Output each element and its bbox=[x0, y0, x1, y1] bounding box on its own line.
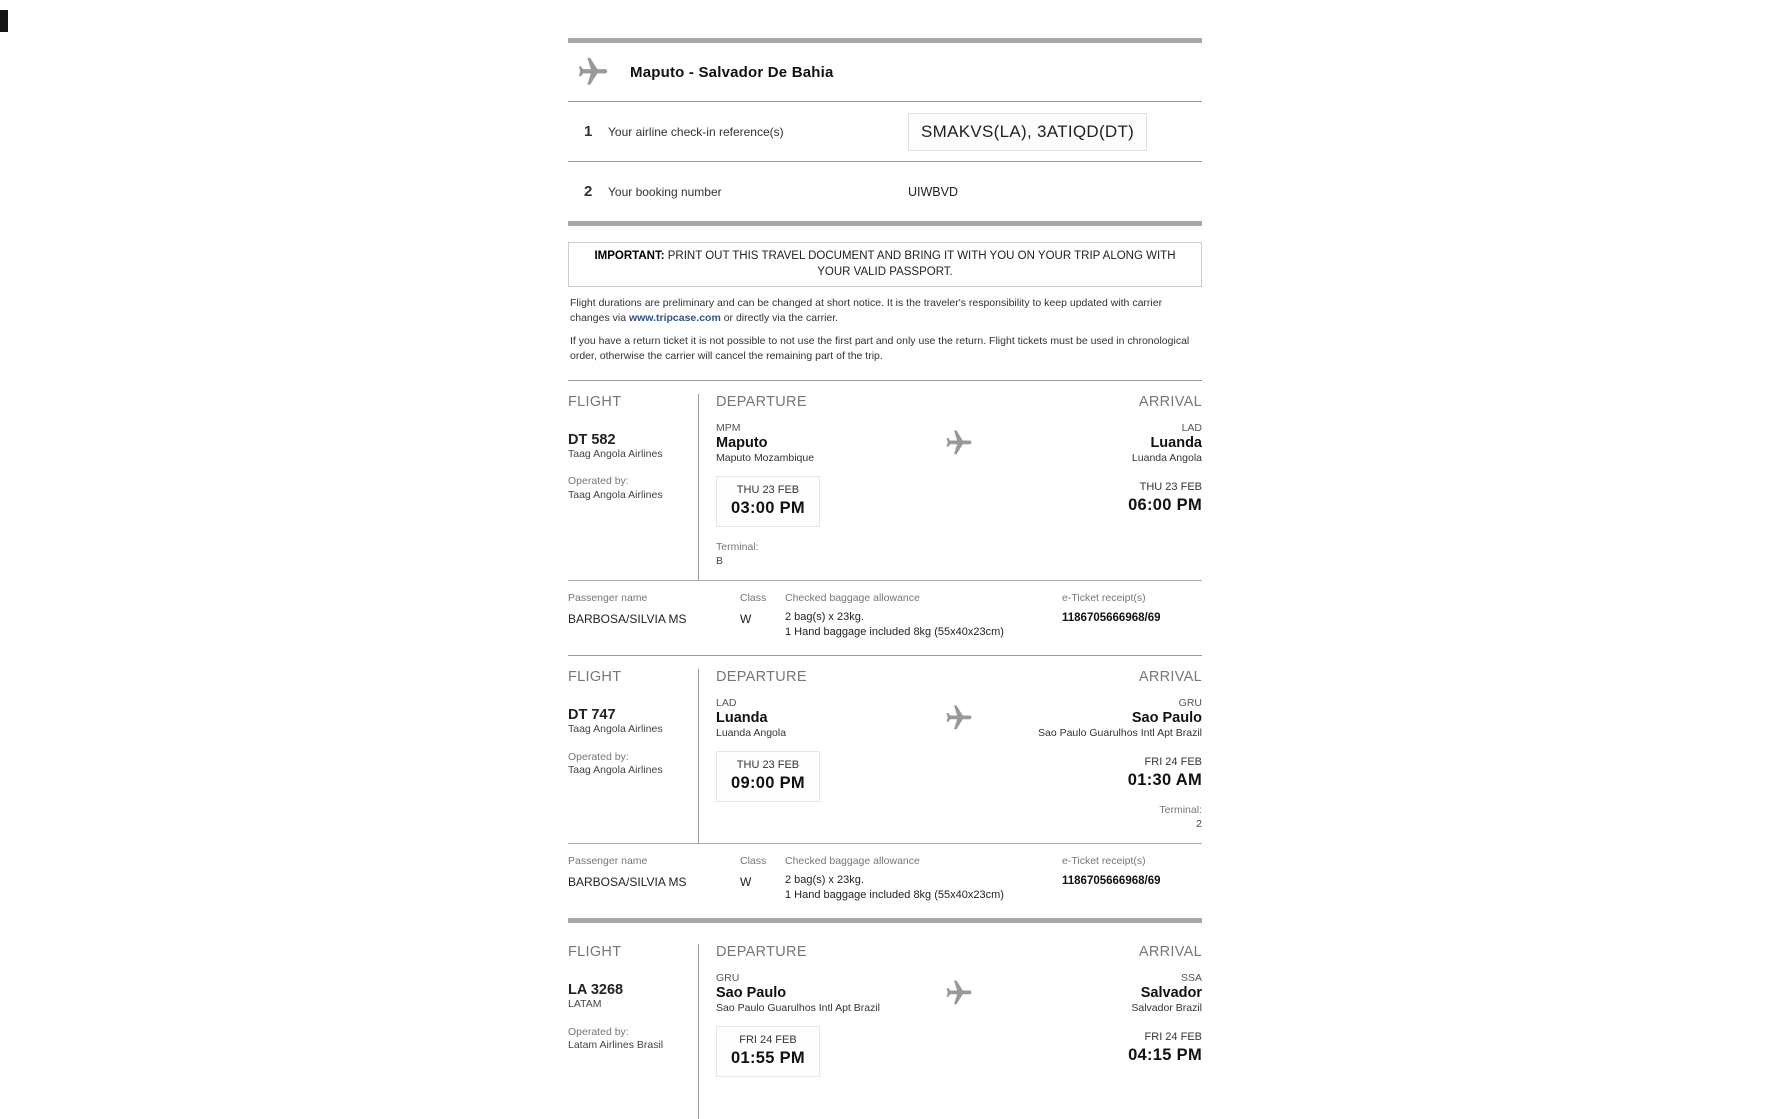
departure-date: THU 23 FEB bbox=[736, 483, 800, 496]
flight-column-header: FLIGHT bbox=[568, 668, 622, 685]
tripcase-link[interactable]: www.tripcase.com bbox=[628, 311, 721, 324]
arrival-airport-name: Luanda Angola bbox=[1131, 451, 1202, 464]
arrival-date: FRI 24 FEB bbox=[1144, 756, 1202, 768]
passenger-name-header: Passenger name bbox=[568, 855, 648, 868]
divider-bar bbox=[568, 221, 1202, 226]
step-number: 2 bbox=[584, 183, 593, 200]
arrival-airport-name: Sao Paulo Guarulhos Intl Apt Brazil bbox=[1037, 727, 1202, 739]
checkin-reference-label: Your airline check-in reference(s) bbox=[608, 124, 784, 139]
checkin-reference-value: SMAKVS(LA), 3ATIQD(DT) bbox=[908, 113, 1147, 151]
flight-segment-1 bbox=[568, 380, 1202, 580]
passenger-row-2 bbox=[568, 843, 1202, 918]
flight-direction-icon bbox=[927, 669, 991, 831]
arrival-date: FRI 24 FEB bbox=[1144, 1031, 1202, 1044]
departure-column-header: DEPARTURE bbox=[716, 668, 807, 685]
arrival-city: Luanda bbox=[1150, 434, 1202, 451]
arrival-column-header: ARRIVAL bbox=[1138, 943, 1202, 960]
passenger-name: BARBOSA/SILVIA MS bbox=[568, 875, 687, 890]
departure-column-header: DEPARTURE bbox=[716, 393, 807, 410]
arrival-airport-code: SSA bbox=[1180, 971, 1202, 984]
arrival-city: Sao Paulo bbox=[1131, 709, 1202, 726]
operated-by-airline: Taag Angola Airlines bbox=[568, 764, 663, 777]
arrival-datetime bbox=[991, 756, 1202, 790]
class-header: Class bbox=[740, 855, 767, 868]
departure-airport-name: Maputo Mozambique bbox=[716, 451, 815, 464]
booking-number-row bbox=[568, 162, 1202, 221]
departure-city: Sao Paulo bbox=[716, 984, 787, 1001]
arrival-terminal: 2 bbox=[1196, 817, 1202, 830]
departure-airport-code: MPM bbox=[716, 421, 741, 434]
departure-time: 03:00 PM bbox=[731, 498, 805, 517]
flight-number: DT 582 bbox=[568, 431, 616, 448]
arrival-datetime bbox=[991, 1031, 1202, 1065]
flight-number: DT 747 bbox=[568, 706, 616, 723]
arrival-date: THU 23 FEB bbox=[1139, 480, 1202, 493]
arrival-airport-name: Salvador Brazil bbox=[1131, 1002, 1202, 1015]
eticket-header: e-Ticket receipt(s) bbox=[1062, 855, 1146, 868]
airplane-icon bbox=[576, 55, 610, 89]
important-text: PRINT OUT THIS TRAVEL DOCUMENT AND BRING IT WITH YOU ON YOUR TRIP ALONG WITH YOUR VALID PASSPORT. bbox=[664, 250, 1176, 278]
departure-datetime bbox=[716, 1026, 820, 1077]
flight-column-header: FLIGHT bbox=[568, 943, 622, 960]
arrival-column-header: ARRIVAL bbox=[1138, 668, 1202, 685]
trip-header bbox=[568, 43, 1202, 101]
departure-airport-code: LAD bbox=[716, 696, 737, 709]
arrival-airport-code: GRU bbox=[1178, 696, 1202, 709]
departure-airport-name: Sao Paulo Guarulhos Intl Apt Brazil bbox=[716, 1002, 881, 1015]
class-header: Class bbox=[740, 592, 767, 605]
travel-document bbox=[568, 38, 1202, 1119]
operated-by-airline: Taag Angola Airlines bbox=[568, 489, 663, 502]
departure-date: THU 23 FEB bbox=[736, 759, 800, 771]
departure-column-header: DEPARTURE bbox=[716, 943, 807, 960]
baggage-header: Checked baggage allowance bbox=[785, 592, 920, 605]
departure-time: 01:55 PM bbox=[731, 1049, 805, 1068]
operated-by-label: Operated by: bbox=[568, 475, 629, 488]
departure-airport-code: GRU bbox=[716, 971, 740, 984]
step-number: 1 bbox=[584, 123, 593, 140]
divider-bar bbox=[568, 918, 1202, 923]
eticket-number: 1186705666968/69 bbox=[1062, 612, 1161, 625]
passenger-name: BARBOSA/SILVIA MS bbox=[568, 612, 687, 627]
flight-number: LA 3268 bbox=[568, 981, 624, 998]
return-ticket-note: If you have a return ticket it is not possible to not use the first part and only use the return. Flight tickets must be used in chronological order, otherwise the carrier will cancel the remaining part of the trip. bbox=[570, 335, 1190, 363]
passenger-name-header: Passenger name bbox=[568, 592, 648, 605]
departure-date: FRI 24 FEB bbox=[739, 1034, 797, 1047]
durations-note-tail: or directly via the carrier. bbox=[720, 311, 839, 324]
flight-direction-icon bbox=[927, 394, 991, 568]
important-label: IMPORTANT: bbox=[594, 250, 665, 262]
durations-note-text: Flight durations are preliminary and can be changed at short notice. It is the traveler's responsibility to keep updated with carrier changes via bbox=[570, 297, 1163, 324]
arrival-time: 06:00 PM bbox=[1128, 495, 1202, 514]
terminal-label: Terminal: bbox=[1159, 804, 1202, 816]
operated-by-label: Operated by: bbox=[568, 750, 629, 763]
checkin-reference-row bbox=[568, 102, 1202, 161]
departure-terminal: B bbox=[716, 554, 724, 567]
flight-direction-icon bbox=[927, 944, 991, 1107]
important-notice bbox=[568, 242, 1202, 287]
durations-note bbox=[568, 296, 1202, 325]
airline-name: Taag Angola Airlines bbox=[568, 447, 663, 460]
airline-name: Taag Angola Airlines bbox=[568, 722, 663, 735]
departure-airport-name: Luanda Angola bbox=[716, 727, 787, 739]
booking-number-value: UIWBVD bbox=[908, 184, 958, 199]
eticket-header: e-Ticket receipt(s) bbox=[1062, 592, 1146, 605]
trip-title: Maputo - Salvador De Bahia bbox=[630, 63, 834, 81]
arrival-datetime bbox=[991, 481, 1202, 515]
passenger-row-1 bbox=[568, 580, 1202, 655]
arrival-airport-code: LAD bbox=[1181, 421, 1202, 434]
departure-city: Luanda bbox=[716, 709, 768, 726]
booking-class: W bbox=[740, 875, 752, 890]
arrival-city: Salvador bbox=[1140, 984, 1202, 1001]
departure-city: Maputo bbox=[716, 434, 768, 451]
operated-by-airline: Latam Airlines Brasil bbox=[568, 1039, 664, 1052]
arrival-time: 04:15 PM bbox=[1128, 1046, 1202, 1065]
booking-class: W bbox=[740, 612, 752, 627]
terminal-label: Terminal: bbox=[716, 540, 759, 553]
flight-segment-2 bbox=[568, 655, 1202, 843]
operated-by-label: Operated by: bbox=[568, 1025, 629, 1038]
booking-number-label: Your booking number bbox=[608, 184, 722, 199]
arrival-time: 01:30 AM bbox=[1127, 771, 1202, 789]
departure-datetime bbox=[716, 476, 820, 527]
baggage-allowance-checked: 2 bag(s) x 23kg. bbox=[785, 874, 864, 887]
departure-time: 09:00 PM bbox=[731, 774, 805, 792]
airline-name: LATAM bbox=[568, 997, 602, 1010]
flight-segment-3 bbox=[568, 931, 1202, 1119]
baggage-allowance-hand: 1 Hand baggage included 8kg (55x40x23cm) bbox=[785, 889, 1004, 902]
baggage-header: Checked baggage allowance bbox=[785, 855, 920, 868]
arrival-column-header: ARRIVAL bbox=[1138, 393, 1202, 410]
eticket-number: 1186705666968/69 bbox=[1062, 875, 1161, 888]
flight-column-header: FLIGHT bbox=[568, 393, 622, 410]
baggage-allowance-checked: 2 bag(s) x 23kg. bbox=[785, 611, 864, 624]
baggage-allowance-hand: 1 Hand baggage included 8kg (55x40x23cm) bbox=[785, 626, 1004, 639]
page-edge-artifact bbox=[0, 10, 8, 32]
departure-datetime bbox=[716, 751, 820, 802]
